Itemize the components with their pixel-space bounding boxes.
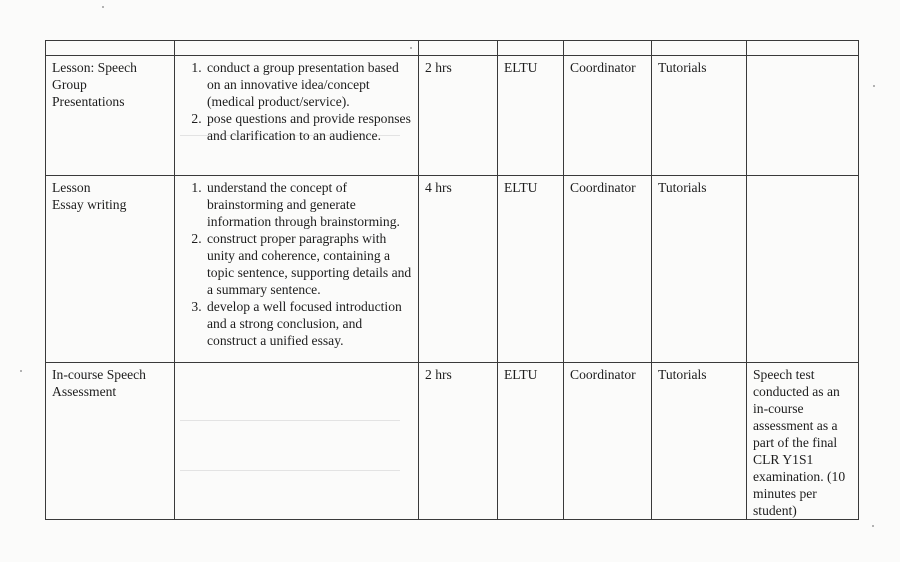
course-schedule-table: [45, 40, 859, 520]
header-cell-unit: [498, 41, 564, 56]
remarks-cell: Speech test conducted as an in-course assessment as a part of the final CLR Y1S1 examination. (10 minutes per student): [747, 363, 859, 520]
scan-speck: [872, 525, 874, 527]
table-row: [46, 363, 859, 520]
outcomes-list: [181, 59, 412, 144]
header-cell-outcomes: [175, 41, 419, 56]
hours-cell: 2 hrs: [419, 56, 498, 176]
lesson-title-line: Presentations: [52, 94, 125, 109]
lesson-cell: [46, 176, 175, 363]
outcome-item: 2. construct proper paragraphs with unity and coherence, containing a topic sentence, supporting details and a summary sentence.: [205, 230, 412, 298]
outcomes-cell: [175, 176, 419, 363]
method-cell: Tutorials: [652, 363, 747, 520]
outcomes-list: [181, 179, 412, 349]
outcome-item: 3. develop a well focused introduction and a strong conclusion, and construct a unified essay.: [205, 298, 412, 349]
bleed-through-line: [180, 420, 400, 421]
responsible-cell: Coordinator: [564, 363, 652, 520]
lesson-title-line: In-course Speech: [52, 367, 146, 382]
outcome-item: 1. conduct a group presentation based on an innovative idea/concept (medical product/service).: [205, 59, 412, 110]
scan-speck: [873, 85, 875, 87]
bleed-through-line: [180, 135, 400, 136]
header-cell-remarks: [747, 41, 859, 56]
lesson-title-line: Group: [52, 77, 87, 92]
scan-speck: [410, 47, 412, 49]
scan-speck: [102, 6, 104, 8]
table-header-row: [46, 41, 859, 56]
outcomes-cell: [175, 363, 419, 520]
header-cell-responsible: [564, 41, 652, 56]
lesson-title-line: Assessment: [52, 384, 117, 399]
hours-cell: 2 hrs: [419, 363, 498, 520]
hours-cell: 4 hrs: [419, 176, 498, 363]
scan-speck: [20, 370, 22, 372]
lesson-title-line: Lesson: Speech: [52, 60, 137, 75]
outcome-item: 2. pose questions and provide responses and clarification to an audience.: [205, 110, 412, 144]
lesson-cell: [46, 363, 175, 520]
unit-cell: ELTU: [498, 176, 564, 363]
lesson-cell: [46, 56, 175, 176]
header-cell-method: [652, 41, 747, 56]
bleed-through-line: [180, 470, 400, 471]
method-cell: Tutorials: [652, 56, 747, 176]
unit-cell: ELTU: [498, 56, 564, 176]
remarks-cell: [747, 176, 859, 363]
table-row: [46, 176, 859, 363]
header-cell-lesson: [46, 41, 175, 56]
header-cell-hours: [419, 41, 498, 56]
responsible-cell: Coordinator: [564, 56, 652, 176]
lesson-title-line: Essay writing: [52, 197, 127, 212]
table-row: [46, 56, 859, 176]
lesson-title-line: Lesson: [52, 180, 91, 195]
outcome-item: 1. understand the concept of brainstorming and generate information through brainstorming.: [205, 179, 412, 230]
remarks-cell: [747, 56, 859, 176]
responsible-cell: Coordinator: [564, 176, 652, 363]
outcomes-cell: [175, 56, 419, 176]
unit-cell: ELTU: [498, 363, 564, 520]
method-cell: Tutorials: [652, 176, 747, 363]
